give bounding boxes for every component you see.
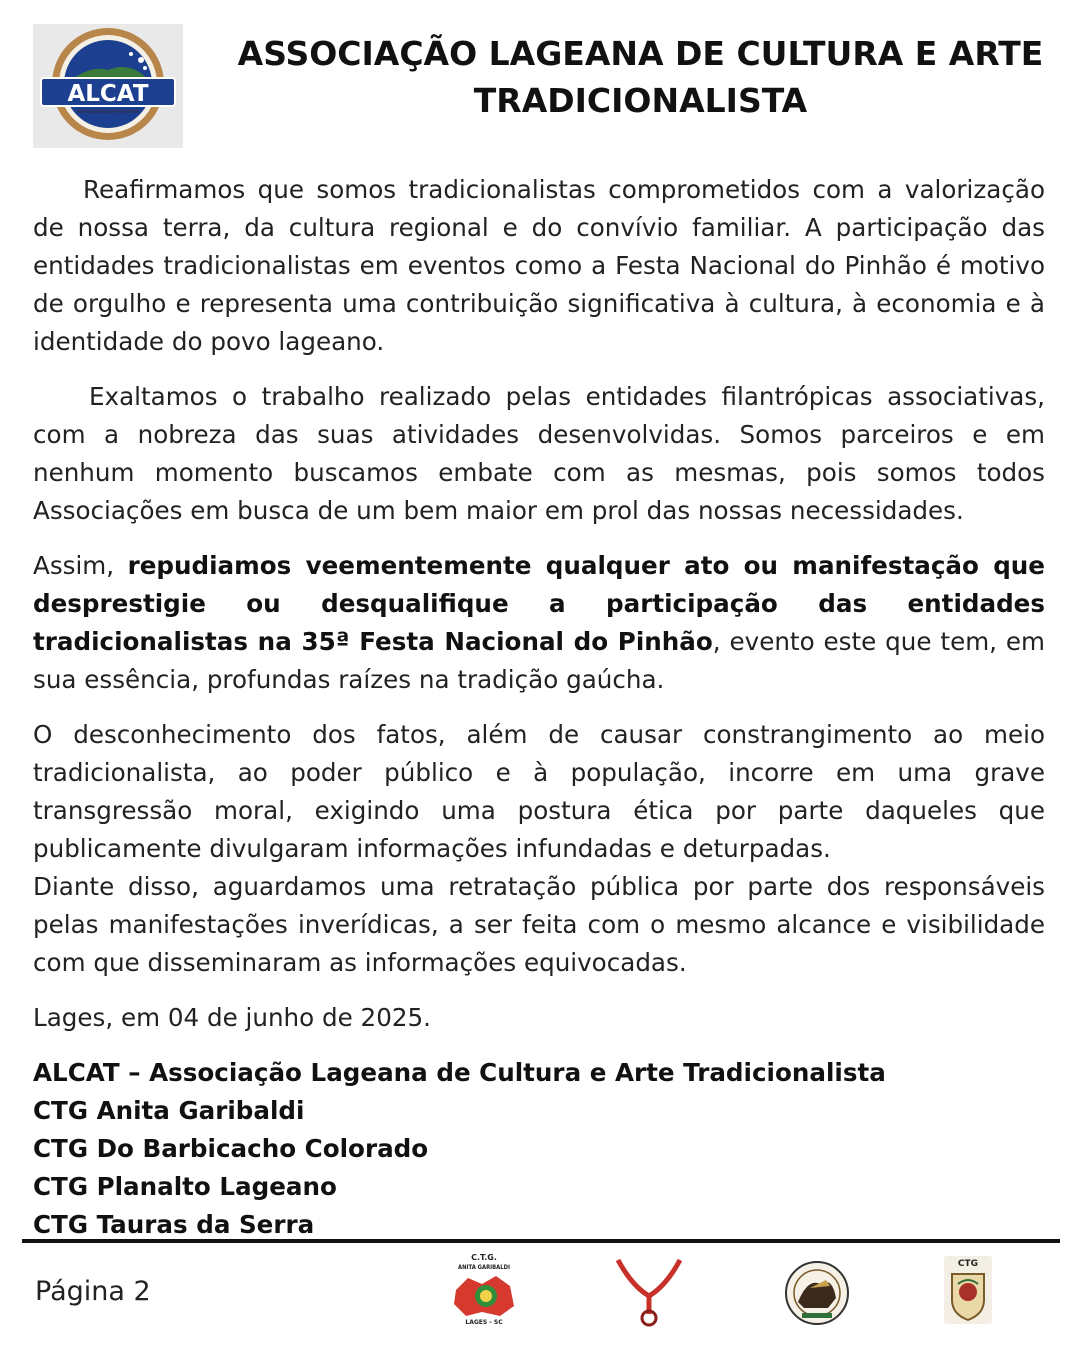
- paragraph-3-end: , evento este que tem, em sua essência, profundas raízes na tradição gaúcha.: [33, 627, 1045, 694]
- logo1-top-text: C.T.G.: [471, 1253, 497, 1262]
- ctg-barbicacho-colorado-logo: [612, 1256, 686, 1328]
- paragraph-5: Diante disso, aguardamos uma retratação pública por parte dos responsáveis pelas manifestações inverídicas, a ser feita com o mesmo alcance e visibilidade com que disseminaram as informações equivocadas.: [33, 872, 1045, 977]
- logo1-name-text: ANITA GARIBALDI: [458, 1264, 510, 1271]
- ctg-tauras-da-serra-logo: [938, 1254, 998, 1326]
- signatory: ALCAT – Associação Lageana de Cultura e Arte Tradicionalista: [33, 1058, 886, 1087]
- footer-divider: [22, 1239, 1060, 1243]
- ctg-planalto-lageano-logo: [780, 1258, 854, 1328]
- paragraph-3: [33, 547, 1045, 699]
- signatory: CTG Anita Garibaldi: [33, 1096, 305, 1125]
- paragraph-4: O desconhecimento dos fatos, além de causar constrangimento ao meio tradicionalista, ao poder público e à população, incorre em uma grave transgressão moral, exigindo uma postura ética por parte daqueles que publicamente divulgaram informações infundadas e deturpadas.: [33, 720, 1045, 863]
- signatory: CTG Planalto Lageano: [33, 1172, 337, 1201]
- title-line-2: TRADICIONALISTA: [473, 81, 808, 120]
- page-title: [228, 30, 1053, 124]
- paragraph-1: Reafirmamos que somos tradicionalistas comprometidos com a valorização de nossa terra, da cultura regional e do convívio familiar. A participação das entidades tradicionalistas em eventos como a Festa Nacional do Pinhão é motivo de orgulho e representa uma contribuição significativa à cultura, à economia e à identidade do povo lageano.: [33, 175, 1045, 356]
- alcat-logo: [33, 24, 183, 148]
- title-line-1: ASSOCIAÇÃO LAGEANA DE CULTURA E ARTE: [237, 34, 1044, 73]
- logo4-top-text: CTG: [957, 1259, 979, 1269]
- paragraph-3-bold: repudiamos veementemente qualquer ato ou manifestação que desprestigie ou desqualifique a participação das entidades tradicionalistas na 35ª Festa Nacional do Pinhão: [33, 551, 1045, 656]
- date-line: Lages, em 04 de junho de 2025.: [33, 1003, 431, 1032]
- paragraph-2: Exaltamos o trabalho realizado pelas entidades filantrópicas associativas, com a nobreza das suas atividades desenvolvidas. Somos parceiros e em nenhum momento buscamos embate com as mesmas, pois somos todos Associações em busca de um bem maior em prol das nossas necessidades.: [33, 382, 1045, 525]
- ctg-anita-garibaldi-logo: [448, 1250, 520, 1326]
- logo-wordmark: ALCAT: [67, 81, 149, 107]
- signatory: CTG Do Barbicacho Colorado: [33, 1134, 429, 1163]
- document-header: [33, 24, 1048, 150]
- letter-body: [33, 171, 1045, 1244]
- page-number: Página 2: [35, 1276, 151, 1307]
- signatory: CTG Tauras da Serra: [33, 1210, 315, 1239]
- paragraph-3-start: Assim,: [33, 551, 128, 580]
- logo-subtext: ASSOCIAÇÃO LAGEANA DE CULTURA E ARTE TRADICIONALISTA: [77, 109, 140, 114]
- logo1-bottom-text: LAGES - SC: [465, 1319, 503, 1326]
